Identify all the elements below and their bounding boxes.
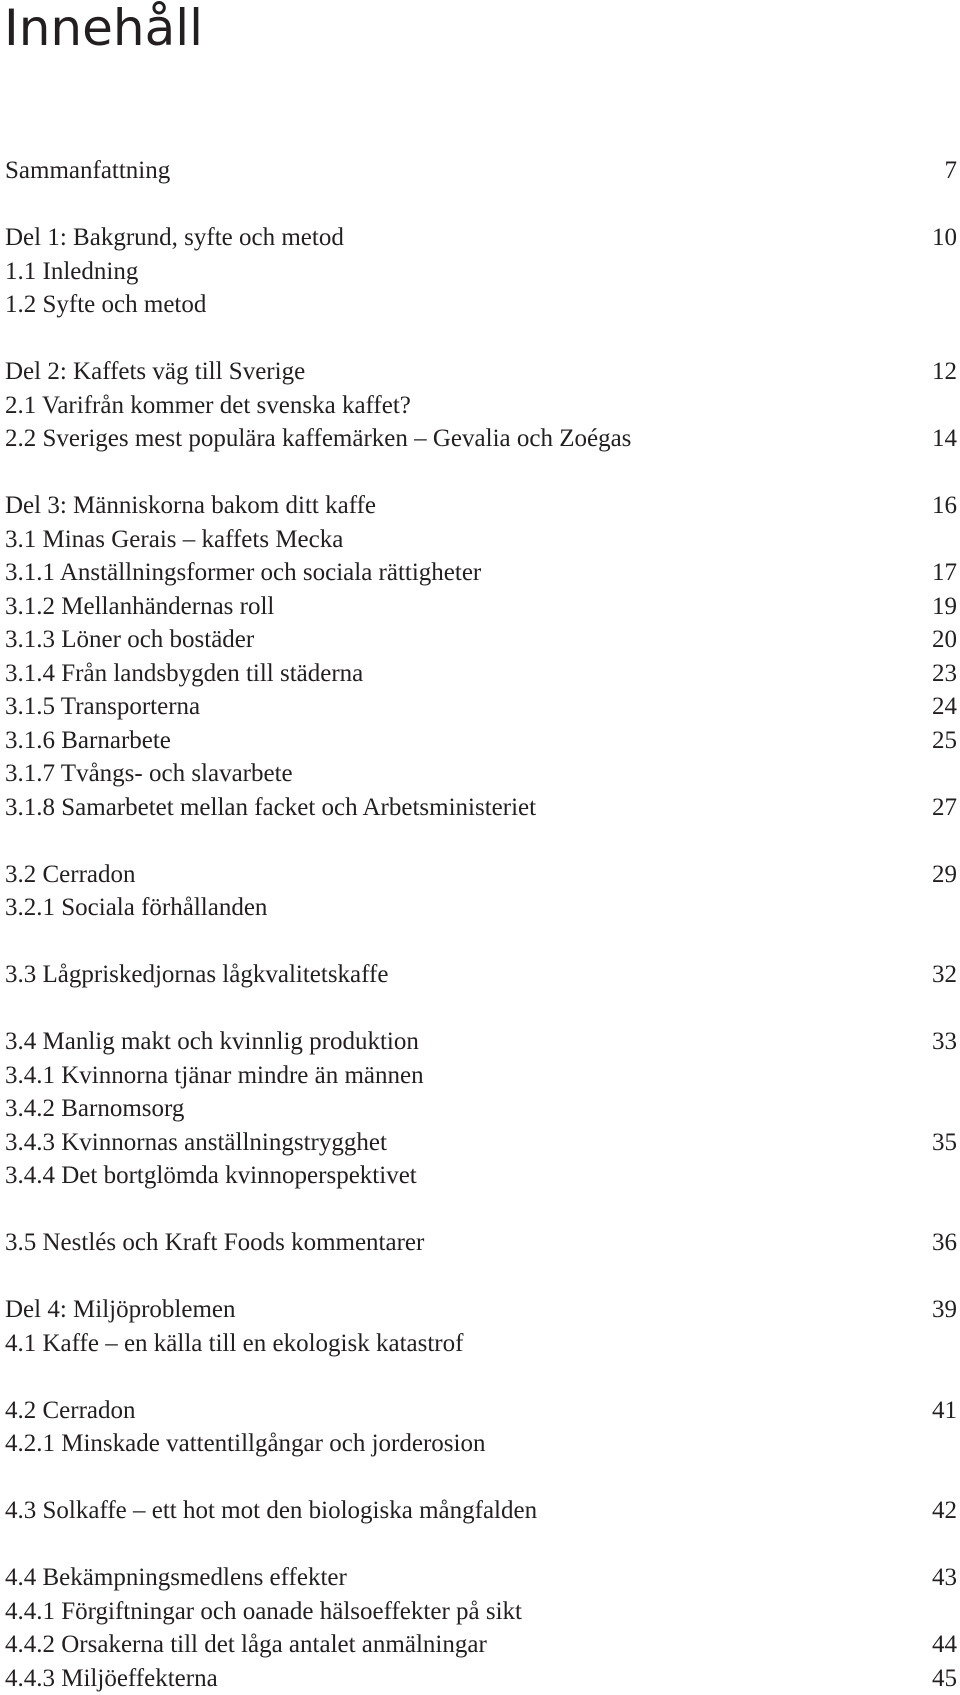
toc-entry-page-number: 19 bbox=[917, 590, 957, 624]
toc-entry-label: 3.5 Nestlés och Kraft Foods kommentarer bbox=[5, 1226, 424, 1260]
toc-entry-page-number: 12 bbox=[917, 355, 957, 389]
toc-entry-label: 3.2.1 Sociala förhållanden bbox=[5, 891, 267, 925]
toc-entry bbox=[5, 523, 957, 557]
toc-entry-label: 4.2.1 Minskade vattentillgångar och jorderosion bbox=[5, 1427, 485, 1461]
toc-entry-label: 3.1.2 Mellanhändernas roll bbox=[5, 590, 274, 624]
table-of-contents bbox=[5, 154, 957, 1695]
toc-entry-label: Sammanfattning bbox=[5, 154, 170, 188]
toc-entry-page-number: 43 bbox=[917, 1561, 957, 1595]
toc-entry bbox=[5, 1059, 957, 1093]
toc-entry bbox=[5, 221, 957, 255]
toc-entry-label: 2.1 Varifrån kommer det svenska kaffet? bbox=[5, 389, 411, 423]
toc-entry-page-number: 14 bbox=[917, 422, 957, 456]
toc-entry-label: Del 1: Bakgrund, syfte och metod bbox=[5, 221, 344, 255]
toc-entry-label: 3.1.1 Anställningsformer och sociala rättigheter bbox=[5, 556, 481, 590]
toc-entry bbox=[5, 724, 957, 758]
toc-entry bbox=[5, 389, 957, 423]
toc-entry-page-number: 7 bbox=[917, 154, 957, 188]
toc-entry-label: 1.1 Inledning bbox=[5, 255, 138, 289]
toc-entry bbox=[5, 891, 957, 925]
toc-entry bbox=[5, 757, 957, 791]
toc-entry-label: 3.4.2 Barnomsorg bbox=[5, 1092, 184, 1126]
toc-entry-label: 4.4.3 Miljöeffekterna bbox=[5, 1662, 218, 1695]
toc-entry-page-number: 35 bbox=[917, 1126, 957, 1160]
toc-entry-page-number: 29 bbox=[917, 858, 957, 892]
toc-entry bbox=[5, 1628, 957, 1662]
page-title: Innehåll bbox=[4, 0, 203, 60]
toc-entry-page-number: 27 bbox=[917, 791, 957, 825]
toc-entry bbox=[5, 1025, 957, 1059]
toc-entry-label: 3.1.8 Samarbetet mellan facket och Arbetsministeriet bbox=[5, 791, 536, 825]
toc-entry-label: 1.2 Syfte och metod bbox=[5, 288, 206, 322]
toc-entry bbox=[5, 1662, 957, 1695]
toc-entry-page-number: 41 bbox=[917, 1394, 957, 1428]
toc-entry bbox=[5, 1293, 957, 1327]
toc-entry bbox=[5, 1159, 957, 1193]
toc-entry bbox=[5, 791, 957, 825]
toc-entry-label: 4.2 Cerradon bbox=[5, 1394, 136, 1428]
toc-entry bbox=[5, 690, 957, 724]
toc-entry-label: 3.3 Lågpriskedjornas lågkvalitetskaffe bbox=[5, 958, 388, 992]
toc-entry-page-number: 39 bbox=[917, 1293, 957, 1327]
toc-entry-label: 3.1 Minas Gerais – kaffets Mecka bbox=[5, 523, 343, 557]
toc-entry-page-number: 33 bbox=[917, 1025, 957, 1059]
toc-entry-label: 3.4.1 Kvinnorna tjänar mindre än männen bbox=[5, 1059, 424, 1093]
toc-entry bbox=[5, 355, 957, 389]
toc-entry-page-number: 23 bbox=[917, 657, 957, 691]
toc-entry-label: Del 4: Miljöproblemen bbox=[5, 1293, 236, 1327]
toc-entry-label: 3.1.5 Transporterna bbox=[5, 690, 200, 724]
toc-entry-label: 2.2 Sveriges mest populära kaffemärken – Gevalia och Zoégas bbox=[5, 422, 631, 456]
toc-entry bbox=[5, 255, 957, 289]
toc-entry bbox=[5, 1595, 957, 1629]
toc-entry bbox=[5, 489, 957, 523]
toc-entry-page-number: 25 bbox=[917, 724, 957, 758]
toc-entry bbox=[5, 1092, 957, 1126]
toc-entry bbox=[5, 623, 957, 657]
toc-entry-label: 4.4.1 Förgiftningar och oanade hälsoeffekter på sikt bbox=[5, 1595, 522, 1629]
toc-entry-page-number: 45 bbox=[917, 1662, 957, 1695]
toc-entry-label: 3.4 Manlig makt och kvinnlig produktion bbox=[5, 1025, 419, 1059]
toc-entry bbox=[5, 1561, 957, 1595]
toc-entry-page-number: 42 bbox=[917, 1494, 957, 1528]
toc-entry-page-number: 32 bbox=[917, 958, 957, 992]
toc-entry-label: 3.4.4 Det bortglömda kvinnoperspektivet bbox=[5, 1159, 417, 1193]
toc-entry-label: 3.1.6 Barnarbete bbox=[5, 724, 171, 758]
toc-entry bbox=[5, 1126, 957, 1160]
toc-entry bbox=[5, 1394, 957, 1428]
toc-entry-label: 3.1.7 Tvångs- och slavarbete bbox=[5, 757, 293, 791]
toc-entry-label: Del 3: Människorna bakom ditt kaffe bbox=[5, 489, 376, 523]
toc-entry-label: Del 2: Kaffets väg till Sverige bbox=[5, 355, 305, 389]
toc-entry bbox=[5, 657, 957, 691]
toc-entry-page-number: 10 bbox=[917, 221, 957, 255]
toc-entry-page-number: 44 bbox=[917, 1628, 957, 1662]
toc-entry bbox=[5, 590, 957, 624]
toc-entry-label: 3.4.3 Kvinnornas anställningstrygghet bbox=[5, 1126, 387, 1160]
toc-entry-page-number: 20 bbox=[917, 623, 957, 657]
toc-entry bbox=[5, 556, 957, 590]
toc-entry-page-number: 16 bbox=[917, 489, 957, 523]
toc-entry bbox=[5, 154, 957, 188]
toc-entry-page-number: 24 bbox=[917, 690, 957, 724]
toc-entry-page-number: 36 bbox=[917, 1226, 957, 1260]
toc-entry-label: 4.4.2 Orsakerna till det låga antalet anmälningar bbox=[5, 1628, 487, 1662]
toc-entry bbox=[5, 1427, 957, 1461]
toc-entry-label: 3.2 Cerradon bbox=[5, 858, 136, 892]
toc-entry-label: 3.1.4 Från landsbygden till städerna bbox=[5, 657, 363, 691]
toc-entry bbox=[5, 288, 957, 322]
toc-entry-label: 3.1.3 Löner och bostäder bbox=[5, 623, 254, 657]
toc-entry bbox=[5, 422, 957, 456]
toc-entry bbox=[5, 1494, 957, 1528]
toc-entry bbox=[5, 1226, 957, 1260]
toc-entry-label: 4.3 Solkaffe – ett hot mot den biologiska mångfalden bbox=[5, 1494, 537, 1528]
toc-entry-label: 4.4 Bekämpningsmedlens effekter bbox=[5, 1561, 347, 1595]
toc-entry bbox=[5, 958, 957, 992]
toc-entry bbox=[5, 1327, 957, 1361]
toc-entry-label: 4.1 Kaffe – en källa till en ekologisk katastrof bbox=[5, 1327, 463, 1361]
toc-entry bbox=[5, 858, 957, 892]
toc-entry-page-number: 17 bbox=[917, 556, 957, 590]
